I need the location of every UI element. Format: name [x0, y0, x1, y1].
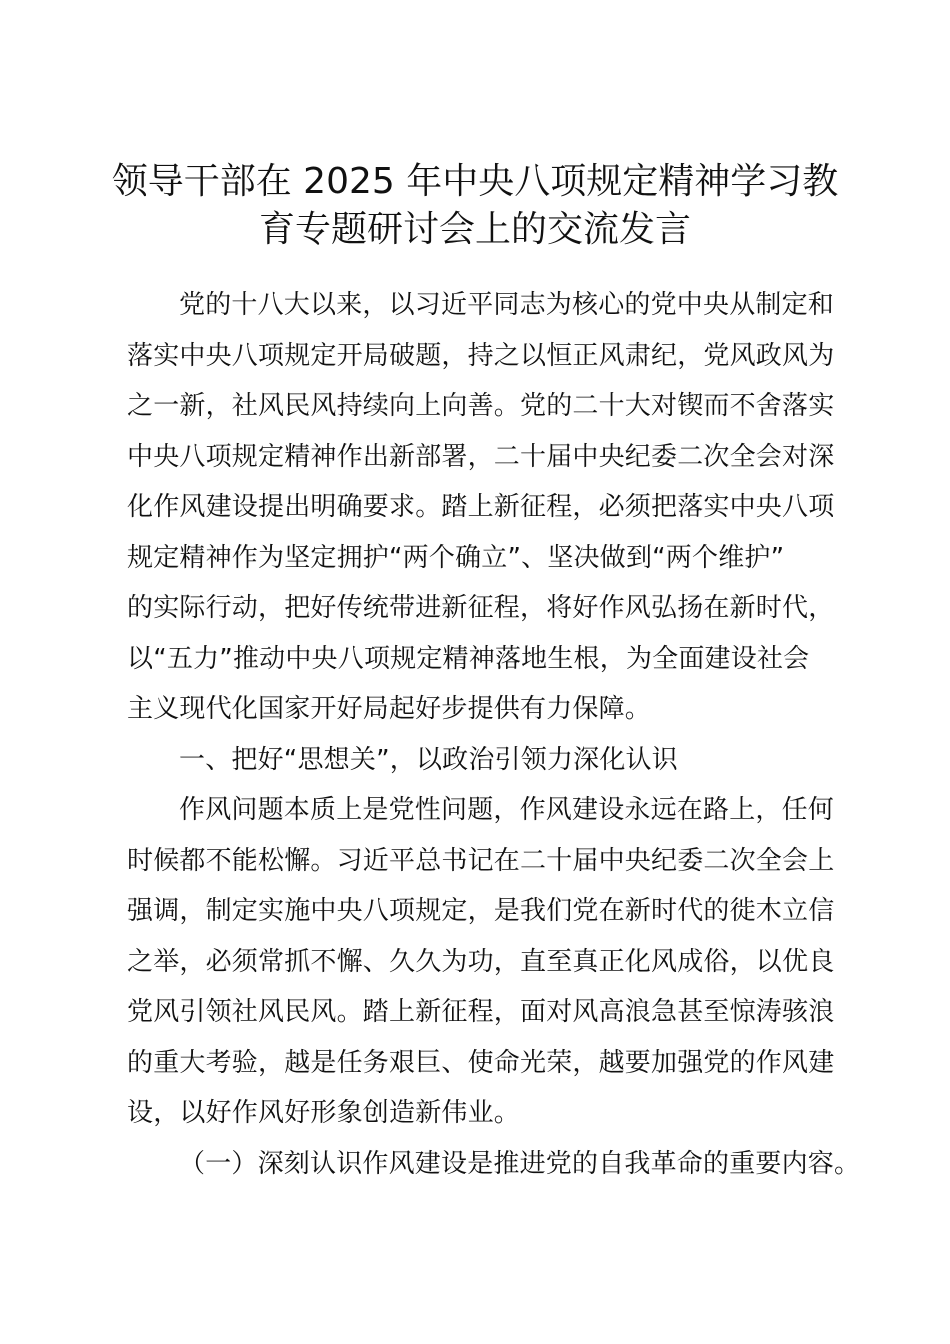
paragraph-2-line-7: 设，以好作风好形象创造新伟业。: [127, 1098, 521, 1128]
paragraph-2-line-3: 强调，制定实施中央八项规定，是我们党在新时代的徙木立信: [127, 896, 835, 926]
paragraph-1-line-9: 主义现代化国家开好局起好步提供有力保障。: [127, 694, 652, 724]
subsection-1-heading: （一）深刻认识作风建设是推进党的自我革命的重要内容。: [179, 1148, 861, 1179]
title-line-2: 育专题研讨会上的交流发言: [258, 209, 691, 250]
paragraph-1-line-6: 规定精神作为坚定拥护“两个确立”、坚决做到“两个维护”: [127, 542, 785, 573]
paragraph-1-line-4: 中央八项规定精神作出新部署，二十届中央纪委二次全会对深: [127, 441, 835, 472]
document-title: [100, 158, 850, 254]
section-1-heading: 一、把好“思想关”，以政治引领力深化认识: [179, 744, 678, 775]
paragraph-1-line-1: 党的十八大以来，以习近平同志为核心的党中央从制定和: [179, 290, 835, 320]
paragraph-1-line-3: 之一新，社风民风持续向上向善。党的二十大对锲而不舍落实: [127, 391, 835, 421]
paragraph-2-line-4: 之举，必须常抓不懈、久久为功，直至真正化风成俗，以优良: [127, 946, 835, 977]
paragraph-2-line-1: 作风问题本质上是党性问题，作风建设永远在路上，任何: [179, 795, 835, 825]
document-body: [127, 280, 861, 1189]
paragraph-1-line-5: 化作风建设提出明确要求。踏上新征程，必须把落实中央八项: [127, 492, 835, 522]
paragraph-1-line-8: 以“五力”推动中央八项规定精神落地生根，为全面建设社会: [127, 643, 810, 674]
paragraph-2-line-6: 的重大考验，越是任务艰巨、使命光荣，越要加强党的作风建: [127, 1047, 835, 1078]
paragraph-2-line-5: 党风引领社风民风。踏上新征程，面对风高浪急甚至惊涛骇浪: [127, 997, 835, 1027]
paragraph-2-line-2: 时候都不能松懈。习近平总书记在二十届中央纪委二次全会上: [127, 845, 835, 876]
paragraph-1-line-7: 的实际行动，把好传统带进新征程，将好作风弘扬在新时代，: [127, 593, 835, 623]
title-line-1: 领导干部在 2025 年中央八项规定精神学习教: [111, 161, 839, 202]
paragraph-1-line-2: 落实中央八项规定开局破题，持之以恒正风肃纪，党风政风为: [127, 340, 835, 371]
